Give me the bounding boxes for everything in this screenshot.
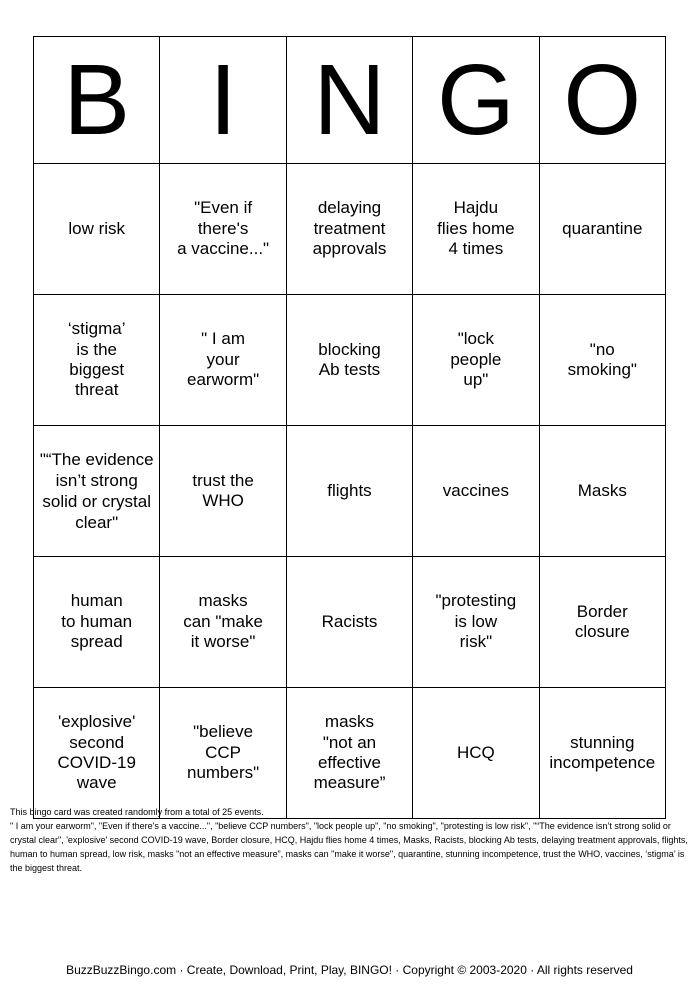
header-letter-b: B xyxy=(34,37,160,164)
bingo-cell: delaying treatment approvals xyxy=(286,164,412,295)
bingo-cell: ‘stigma’ is the biggest threat xyxy=(34,295,160,426)
bingo-cell: 'explosive' second COVID-19 wave xyxy=(34,688,160,819)
bingo-cell: masks can "make it worse" xyxy=(160,557,286,688)
bingo-row xyxy=(34,557,666,688)
bingo-row xyxy=(34,295,666,426)
bingo-cell: HCQ xyxy=(413,688,539,819)
bingo-card xyxy=(33,36,666,819)
bingo-cell: "“The evidence isn’t strong solid or crystal clear" xyxy=(34,426,160,557)
card-info-note xyxy=(10,805,692,875)
bingo-cell: stunning incompetence xyxy=(539,688,665,819)
bingo-cell: "Even if there's a vaccine..." xyxy=(160,164,286,295)
bingo-cell: "no smoking" xyxy=(539,295,665,426)
bingo-header-row xyxy=(34,37,666,164)
bingo-row xyxy=(34,426,666,557)
bingo-row xyxy=(34,164,666,295)
bingo-cell: Hajdu flies home 4 times xyxy=(413,164,539,295)
bingo-cell: "protesting is low risk" xyxy=(413,557,539,688)
card-info-summary: This bingo card was created randomly from a total of 25 events. xyxy=(10,807,264,817)
bingo-cell: Masks xyxy=(539,426,665,557)
bingo-cell: Racists xyxy=(286,557,412,688)
bingo-cell: trust the WHO xyxy=(160,426,286,557)
page-footer: BuzzBuzzBingo.com · Create, Download, Print, Play, BINGO! · Copyright © 2003-2020 · All rights reserved xyxy=(66,963,633,977)
bingo-cell: low risk xyxy=(34,164,160,295)
bingo-cell: masks "not an effective measure” xyxy=(286,688,412,819)
header-letter-n: N xyxy=(286,37,412,164)
bingo-cell: "believe CCP numbers" xyxy=(160,688,286,819)
bingo-cell: " I am your earworm" xyxy=(160,295,286,426)
bingo-cell: "lock people up" xyxy=(413,295,539,426)
card-event-list: " I am your earworm", "Even if there's a vaccine...", "believe CCP numbers", "lock people up", "no smoking", "protesting is low risk", "“The evidence isn’t strong solid or crystal clear", 'explosive' second COVID-19 wave, Border closure, HCQ, Hajdu flies home 4 times, Masks, Racists, blocking Ab tests, delaying treatment approvals, flights, human to human spread, low risk, masks "not an effective measure”, masks can "make it worse", quarantine, stunning incompetence, trust the WHO, vaccines, ‘stigma’ is the biggest threat. xyxy=(10,821,688,873)
bingo-cell: vaccines xyxy=(413,426,539,557)
bingo-cell: quarantine xyxy=(539,164,665,295)
bingo-cell: flights xyxy=(286,426,412,557)
bingo-row xyxy=(34,688,666,819)
header-letter-g: G xyxy=(413,37,539,164)
header-letter-i: I xyxy=(160,37,286,164)
header-letter-o: O xyxy=(539,37,665,164)
bingo-cell: human to human spread xyxy=(34,557,160,688)
bingo-cell: blocking Ab tests xyxy=(286,295,412,426)
bingo-cell: Border closure xyxy=(539,557,665,688)
